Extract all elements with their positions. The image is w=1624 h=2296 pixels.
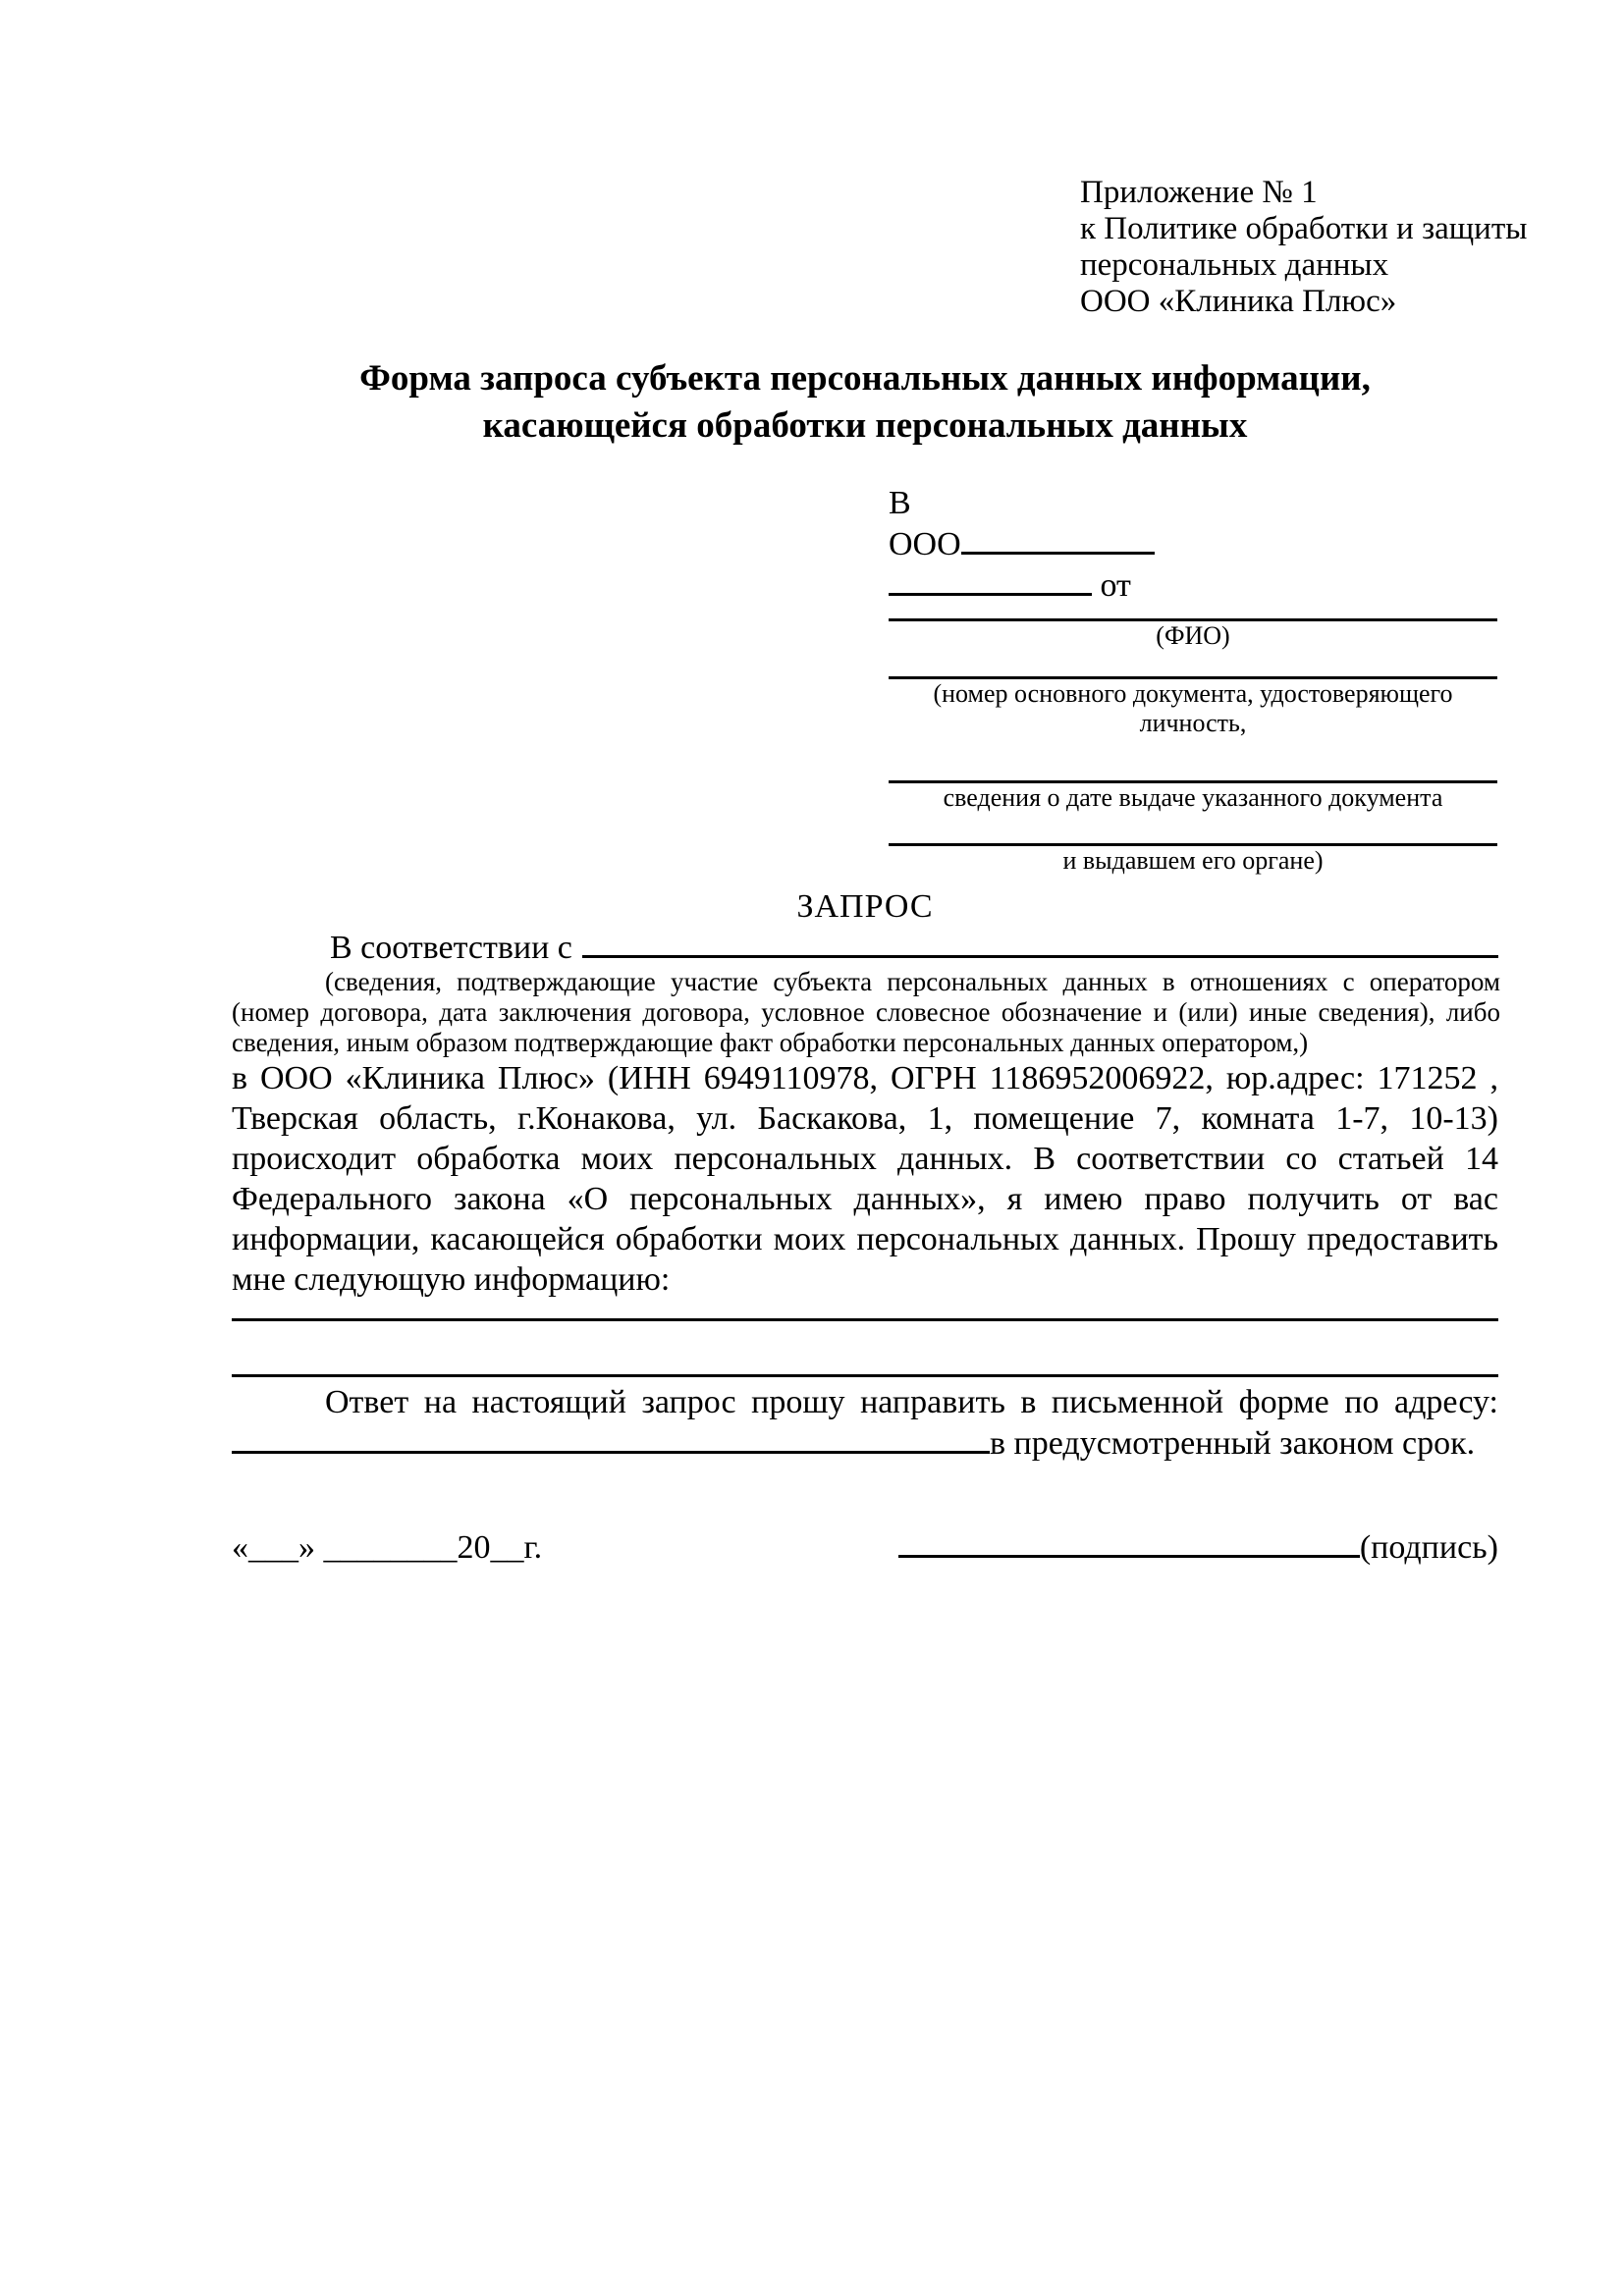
legal-basis-footnote: (сведения, подтверждающие участие субъекта персональных данных в отношениях с оператором (номер договора, дата заключения договора, условное словесное обозначение и (или) иные сведения), либо сведения, иным образом подтверждающие факт обработки персональных данных оператором,): [232, 967, 1500, 1057]
appendix-block: [1080, 175, 1542, 320]
appendix-line: к Политике обработки и защиты: [1080, 211, 1528, 246]
from-label: от: [1100, 567, 1131, 604]
request-heading: ЗАПРОС: [796, 888, 934, 925]
reply-address-blank: [232, 1451, 990, 1454]
date-signature-row: [232, 1527, 1498, 1569]
fio-caption: (ФИО): [1156, 621, 1230, 650]
request-body: в ООО «Клиника Плюс» (ИНН 6949110978, ОГРН 1186952006922, юр.адрес: 171252 , Тверская область, г.Конакова, ул. Баскакова, 1, помещение 7, комната 1-7, 10-13) происходит обработка моих персональных данных. В соответствии со статьей 14 Федерального закона «О персональных данных», я имею право получить от вас информации, касающейся обработки моих персональных данных. Прошу предоставить мне следующую информацию:: [232, 1060, 1498, 1298]
org-name-row: [889, 524, 1497, 565]
addressee-to-prefix: В: [889, 485, 911, 521]
org-prefix: ООО: [889, 526, 961, 562]
from-name-blank: [889, 593, 1092, 596]
fio-blank: [889, 607, 1497, 621]
from-row: [889, 565, 1497, 607]
issue-date-blank: [889, 738, 1497, 783]
document-number-caption: (номер основного документа, удостоверяющего личность,: [933, 679, 1453, 737]
reply-address-paragraph: [232, 1382, 1498, 1465]
legal-basis-blank: [582, 955, 1498, 958]
signature-group: [898, 1527, 1498, 1569]
appendix-line: ООО «Клиника Плюс»: [1080, 284, 1397, 319]
appendix-line: персональных данных: [1080, 247, 1389, 283]
appendix-line: Приложение № 1: [1080, 175, 1318, 210]
issue-date-caption: сведения о дате выдаче указанного документа: [943, 783, 1443, 812]
org-name-blank: [961, 552, 1155, 555]
legal-basis-row: [232, 928, 1498, 969]
date-blank: «___» ________20__г.: [232, 1529, 543, 1566]
info-blank-line-1: [232, 1318, 1498, 1321]
form-title-line-1: Форма запроса субъекта персональных данных информации,: [359, 358, 1371, 399]
signature-blank: [898, 1555, 1360, 1558]
info-blank-line-2: [232, 1374, 1498, 1377]
issuing-authority-blank: [889, 813, 1497, 846]
reply-suffix-text: в предусмотренный законом срок.: [990, 1425, 1476, 1462]
issuing-authority-caption: и выдавшем его органе): [1062, 846, 1324, 875]
addressee-block: [889, 483, 1497, 876]
reply-address-row: [232, 1423, 1498, 1465]
reply-request-text: Ответ на настоящий запрос прошу направить в письменной форме по адресу:: [325, 1384, 1498, 1420]
form-title: [232, 355, 1498, 450]
document-number-blank: [889, 651, 1497, 679]
form-title-line-2: касающейся обработки персональных данных: [482, 405, 1248, 446]
legal-basis-prefix: В соответствии с: [330, 930, 572, 966]
signature-caption: (подпись): [1359, 1529, 1498, 1566]
